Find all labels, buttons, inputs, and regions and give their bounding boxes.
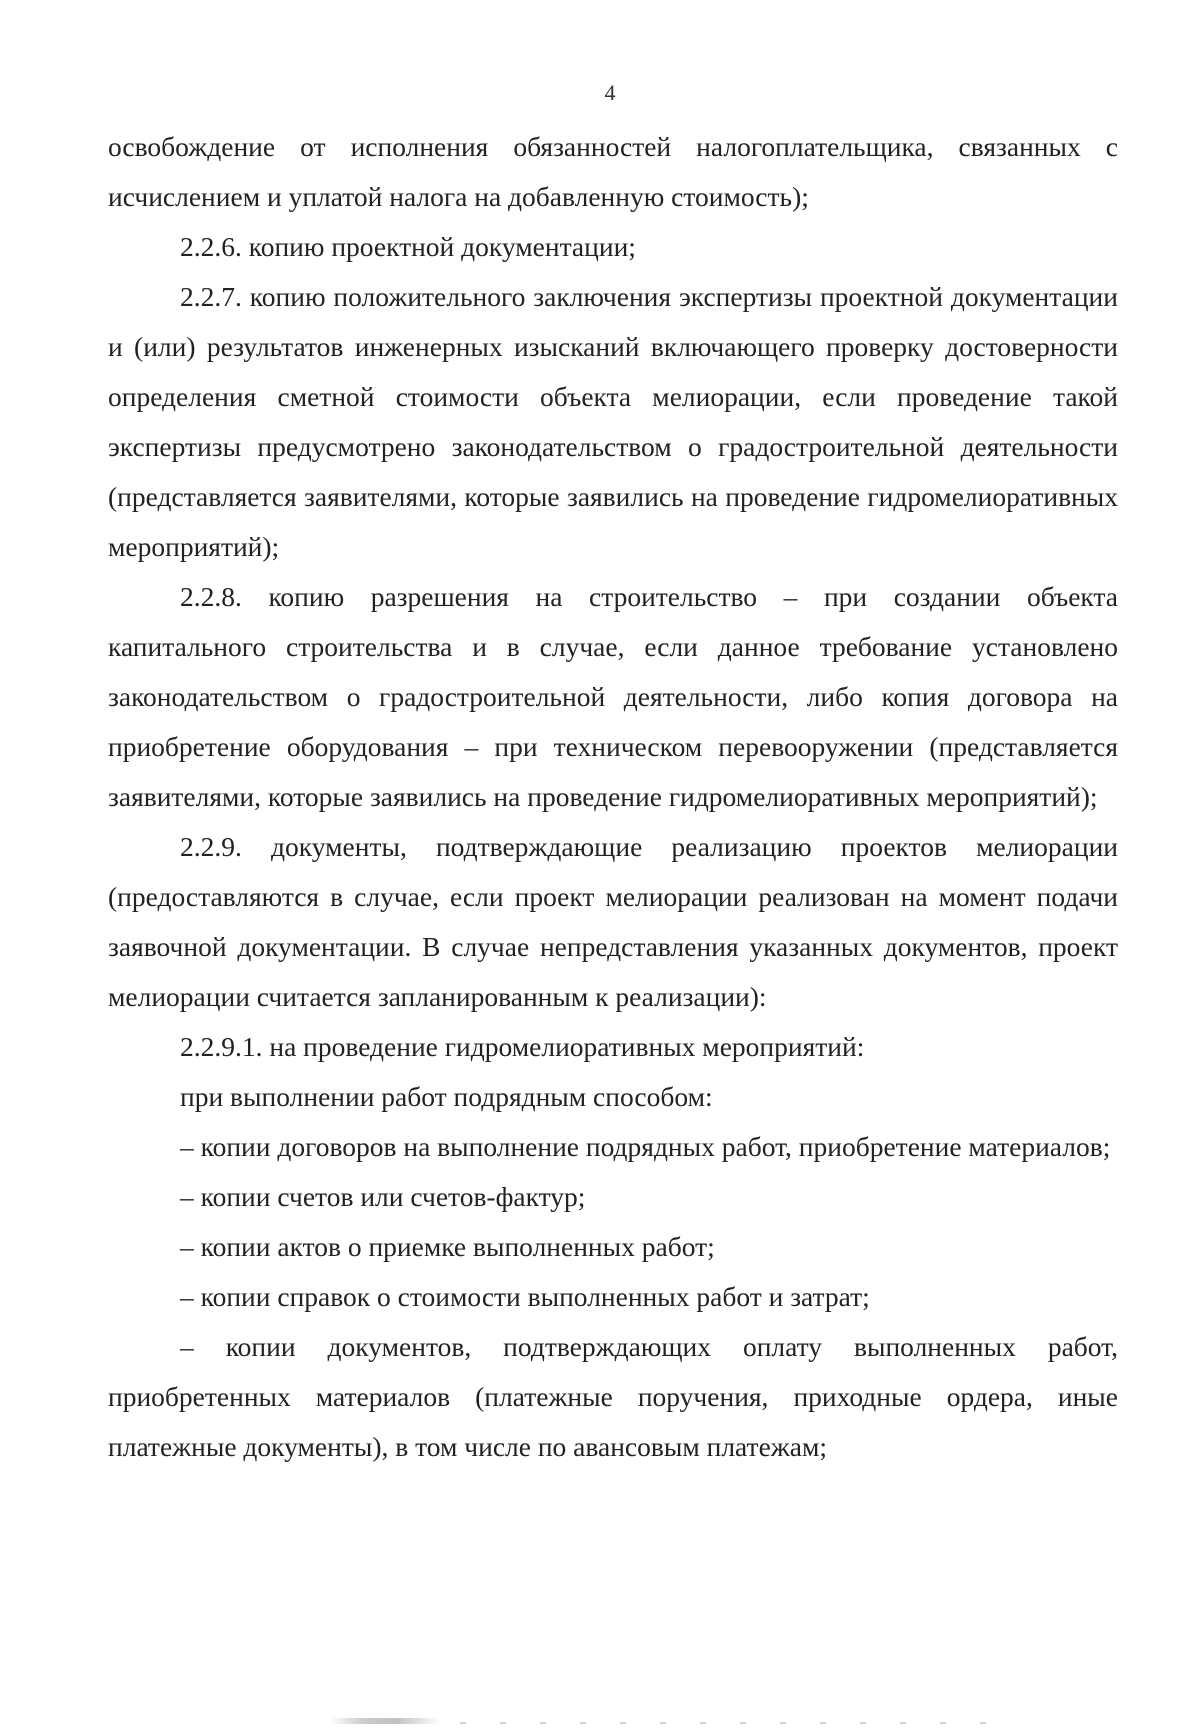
document-body [108, 122, 1118, 1472]
paragraph-2-2-9: 2.2.9. документы, подтверждающие реализацию проектов мелиорации (предоставляются в случае, если проект мелиорации реализован на момент подачи заявочной документации. В случае непредставления указанных документов, проект мелиорации считается запланированным к реализации): [108, 831, 1118, 1012]
paragraph-2-2-8: 2.2.8. копию разрешения на строительство – при создании объекта капитального строительства и в случае, если данное требование установлено законодательством о градостроительной деятельности, либо копия договора на приобретение оборудования – при техническом перевооружении (представляется заявителями, которые заявились на проведение гидромелиоративных мероприятий); [108, 581, 1118, 812]
scan-artifact-line [460, 1722, 1020, 1724]
paragraph-contract-method: при выполнении работ подрядным способом: [180, 1081, 713, 1112]
list-item-contracts: – копии договоров на выполнение подрядных работ, приобретение материалов; [180, 1131, 1111, 1162]
paragraph-2-2-9-1: 2.2.9.1. на проведение гидромелиоративных мероприятий: [180, 1031, 865, 1062]
list-item-cost-certificates: – копии справок о стоимости выполненных работ и затрат; [180, 1281, 870, 1312]
list-item-acceptance-acts: – копии актов о приемке выполненных работ; [180, 1231, 715, 1262]
list-item-payment-documents: – копии документов, подтверждающих оплату выполненных работ, приобретенных материалов (платежные поручения, приходные ордера, иные платежные документы), в том числе по авансовым платежам; [108, 1331, 1118, 1462]
list-item-invoices: – копии счетов или счетов-фактур; [180, 1181, 586, 1212]
paragraph-2-2-7: 2.2.7. копию положительного заключения экспертизы проектной документации и (или) результатов инженерных изысканий включающего проверку достоверности определения сметной стоимости объекта мелиорации, если проведение такой экспертизы предусмотрено законодательством о градостроительной деятельности (представляется заявителями, которые заявились на проведение гидромелиоративных мероприятий); [108, 281, 1118, 562]
scan-artifact [330, 1718, 440, 1724]
paragraph-continuation: освобождение от исполнения обязанностей налогоплательщика, связанных с исчислением и уплатой налога на добавленную стоимость); [108, 131, 1118, 212]
page-number: 4 [604, 80, 616, 105]
paragraph-2-2-6: 2.2.6. копию проектной документации; [180, 231, 636, 262]
